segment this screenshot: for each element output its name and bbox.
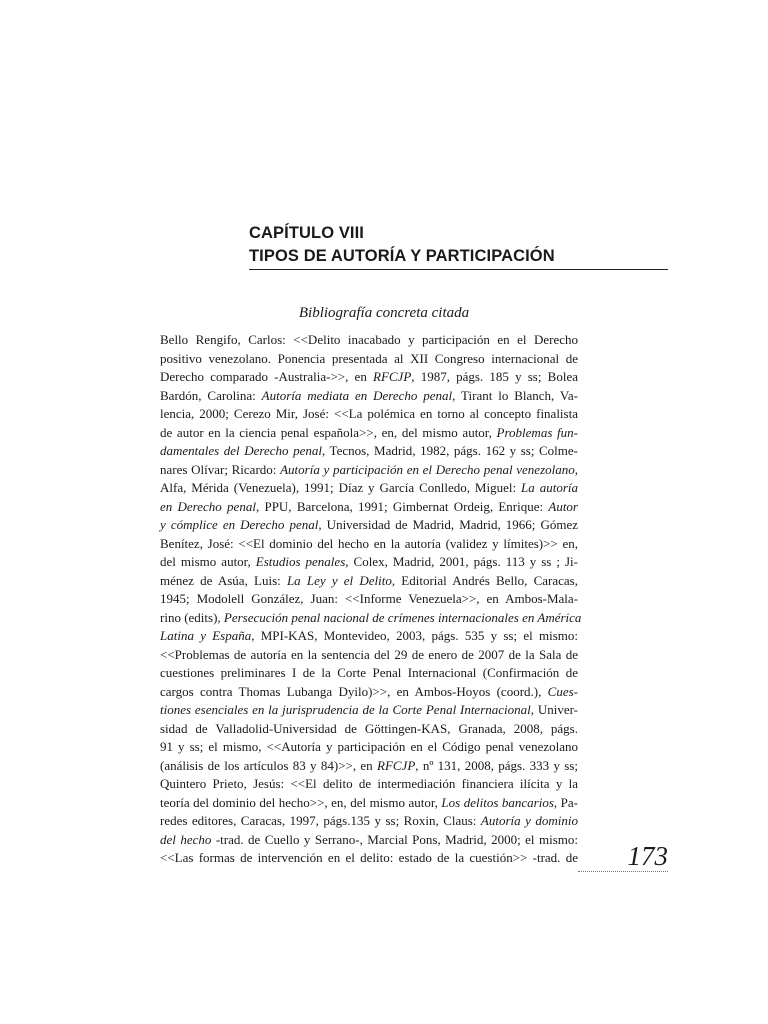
- text-line: [160, 720, 578, 739]
- text-segment: , Universidad de Madrid, Madrid, 1966; Gómez: [318, 517, 578, 532]
- text-segment: nares Olívar; Ricardo:: [160, 461, 281, 477]
- section-heading: Bibliografía concreta citada: [298, 305, 470, 321]
- text-segment: rino (edits),: [160, 609, 224, 625]
- text-segment: (análisis de los artículos 83 y 84)>>, en: [160, 757, 377, 773]
- text-line: [160, 849, 578, 868]
- text-segment: , Univer-: [530, 702, 578, 717]
- italic-title-segment: Autoría y dominio: [480, 813, 578, 828]
- text-segment: , Tecnos, Madrid, 1982, págs. 162 y ss; Colme-: [321, 443, 578, 458]
- italic-title-segment: RFCJP: [373, 369, 412, 384]
- text-segment: -trad. de Cuello y Serrano-, Marcial Pons, Madrid, 2000; el mismo:: [211, 831, 579, 847]
- text-line: [160, 701, 578, 720]
- text-segment: , Colex, Madrid, 2001, págs. 113 y ss ; Ji-: [345, 554, 579, 569]
- text-line: [160, 794, 578, 813]
- text-line: [160, 516, 578, 535]
- text-line: [160, 812, 578, 831]
- text-segment: ménez de Asúa, Luis:: [160, 572, 287, 588]
- italic-title-segment: Cues-: [547, 683, 578, 699]
- text-segment: Bardón, Carolina:: [160, 387, 262, 403]
- text-line: [160, 738, 578, 757]
- italic-title-segment: Autoría y participación en el Derecho penal venezolano,: [280, 461, 578, 477]
- text-line: [160, 757, 578, 776]
- text-segment: , nº 131, 2008, págs. 333 y ss;: [415, 757, 578, 773]
- text-line: [160, 683, 578, 702]
- text-segment: Benítez, José: <<El dominio del hecho en la autoría (validez y límites)>> en,: [160, 535, 578, 551]
- text-segment: <<Problemas de autoría en la sentencia del 29 de enero de 2007 de la Sala de: [160, 646, 578, 662]
- italic-title-segment: Autor: [548, 498, 578, 514]
- text-segment: 91 y ss; el mismo, <<Autoría y participación en el Código penal venezolano: [160, 739, 578, 754]
- italic-title-segment: La Ley y el Delito: [286, 572, 392, 588]
- text-line: [160, 627, 578, 646]
- text-line: [160, 405, 578, 424]
- italic-title-segment: Problemas fun-: [496, 424, 578, 440]
- text-segment: lencia, 2000; Cerezo Mir, José: <<La polémica en torno al concepto finalista: [160, 406, 578, 421]
- italic-title-segment: Autoría mediata en Derecho penal: [261, 387, 453, 403]
- italic-title-segment: RFCJP: [377, 757, 416, 773]
- italic-title-segment: La autoría: [521, 480, 579, 495]
- italic-title-segment: Los delitos bancarios: [441, 794, 554, 810]
- text-line: [160, 535, 578, 554]
- chapter-number: CAPÍTULO VIII: [249, 224, 364, 242]
- text-line: [160, 590, 578, 609]
- text-segment: , MPI-KAS, Montevideo, 2003, págs. 535 y ss; el mismo:: [251, 628, 578, 643]
- text-segment: , PPU, Barcelona, 1991; Gimbernat Ordeig, Enrique:: [255, 498, 549, 514]
- text-line: [160, 664, 578, 683]
- text-segment: , 1987, págs. 185 y ss; Bolea: [411, 369, 578, 384]
- text-segment: Alfa, Mérida (Venezuela), 1991; Díaz y García Conlledo, Miguel:: [160, 480, 522, 495]
- text-line: [160, 572, 578, 591]
- text-segment: sidad de Valladolid-Universidad de Göttingen-KAS, Granada, 2008, págs.: [160, 720, 578, 736]
- text-line: [160, 424, 578, 443]
- text-line: [160, 368, 578, 387]
- text-segment: de autor en la ciencia penal española>>, en, del mismo autor,: [160, 424, 497, 440]
- text-line: [160, 442, 578, 461]
- text-segment: teoría del dominio del hecho>>, en, del mismo autor,: [160, 794, 442, 810]
- heading-rule: [249, 269, 668, 270]
- italic-title-segment: del hecho: [160, 831, 212, 847]
- text-segment: <<Las formas de intervención en el delito: estado de la cuestión>> -trad. de: [160, 850, 578, 865]
- italic-title-segment: tiones esenciales en la jurisprudencia de la Corte Penal Internacional: [160, 702, 531, 717]
- text-line: [160, 387, 578, 406]
- text-line: [160, 609, 582, 628]
- italic-title-segment: Persecución penal nacional de crímenes internacionales en América: [223, 609, 582, 625]
- italic-title-segment: en Derecho penal: [160, 498, 256, 514]
- italic-title-segment: damentales del Derecho penal: [160, 443, 322, 458]
- italic-title-segment: Estudios penales: [255, 554, 346, 569]
- text-segment: cuestiones preliminares I de la Corte Penal Internacional (Confirmación de: [160, 665, 578, 680]
- text-line: [160, 498, 578, 517]
- text-segment: , Editorial Andrés Bello, Caracas,: [391, 572, 578, 588]
- bibliography-paragraph: [160, 331, 582, 868]
- text-segment: 1945; Modolell González, Juan: <<Informe Venezuela>>, en Ambos-Mala-: [160, 591, 578, 606]
- text-segment: positivo venezolano. Ponencia presentada al XII Congreso internacional de: [160, 350, 578, 366]
- text-segment: Bello Rengifo, Carlos: <<Delito inacabado y participación en el Derecho: [160, 332, 578, 347]
- text-line: [160, 553, 578, 572]
- text-segment: del mismo autor,: [160, 554, 256, 569]
- text-segment: Derecho comparado -Australia->>, en: [160, 369, 373, 384]
- text-line: [160, 461, 578, 480]
- text-line: [160, 646, 578, 665]
- text-line: [160, 479, 578, 498]
- italic-title-segment: y cómplice en Derecho penal: [160, 517, 319, 532]
- text-segment: Quintero Prieto, Jesús: <<El delito de intermediación financiera ilícita y la: [160, 776, 578, 791]
- text-line: [160, 831, 578, 850]
- text-segment: cargos contra Thomas Lubanga Dyilo)>>, en Ambos-Hoyos (coord.),: [160, 683, 548, 699]
- text-segment: , Pa-: [553, 794, 578, 810]
- text-line: [160, 331, 578, 350]
- text-line: [160, 775, 578, 794]
- chapter-heading: [249, 222, 668, 268]
- page-number-dotted-rule: [578, 871, 668, 872]
- italic-title-segment: Latina y España: [160, 628, 252, 643]
- chapter-title: TIPOS DE AUTORÍA Y PARTICIPACIÓN: [249, 247, 555, 265]
- page-number: 173: [627, 841, 668, 871]
- text-segment: redes editores, Caracas, 1997, págs.135 y ss; Roxin, Claus:: [160, 813, 481, 828]
- text-segment: , Tirant lo Blanch, Va-: [452, 387, 578, 403]
- text-line: [160, 350, 578, 369]
